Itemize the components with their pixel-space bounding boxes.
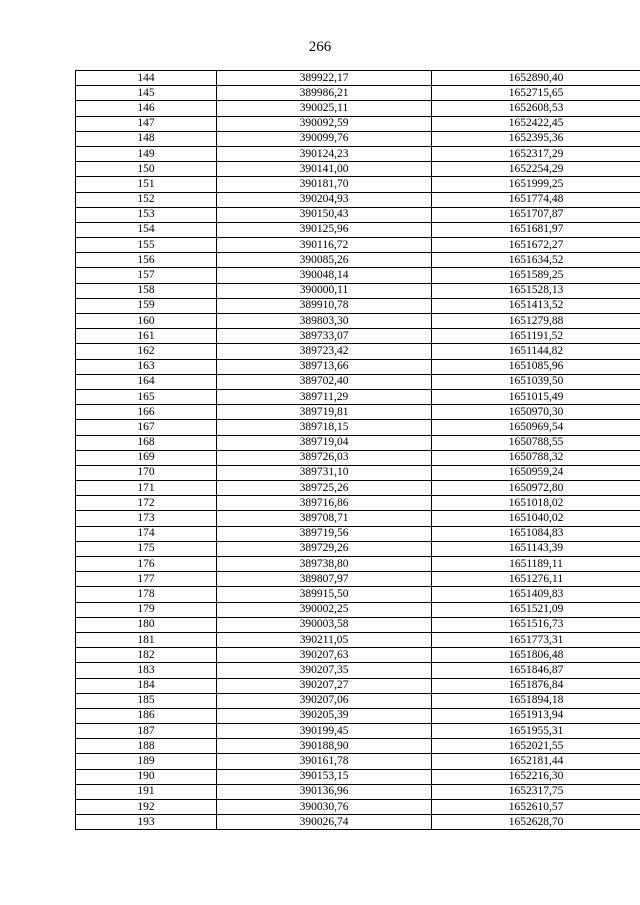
x-coordinate-cell: 389733,07	[217, 329, 432, 344]
y-coordinate-cell: 1652715,65	[432, 86, 640, 101]
table-row	[76, 374, 640, 389]
x-coordinate-cell: 390125,96	[217, 222, 432, 237]
y-coordinate-cell: 1651589,25	[432, 268, 640, 283]
x-coordinate-cell: 389807,97	[217, 572, 432, 587]
y-coordinate-cell: 1651681,97	[432, 222, 640, 237]
x-coordinate-cell: 389910,78	[217, 298, 432, 313]
y-coordinate-cell: 1652181,44	[432, 754, 640, 769]
coordinates-table	[75, 70, 640, 830]
point-number-cell: 191	[76, 784, 217, 799]
y-coordinate-cell: 1651191,52	[432, 329, 640, 344]
table-row	[76, 526, 640, 541]
table-row	[76, 784, 640, 799]
table-row	[76, 177, 640, 192]
table-row	[76, 663, 640, 678]
table-row	[76, 511, 640, 526]
y-coordinate-cell: 1651999,25	[432, 177, 640, 192]
point-number-cell: 192	[76, 800, 217, 815]
point-number-cell: 174	[76, 526, 217, 541]
table-row	[76, 253, 640, 268]
point-number-cell: 163	[76, 359, 217, 374]
y-coordinate-cell: 1652254,29	[432, 162, 640, 177]
point-number-cell: 179	[76, 602, 217, 617]
y-coordinate-cell: 1651015,49	[432, 389, 640, 404]
point-number-cell: 190	[76, 769, 217, 784]
table-row	[76, 708, 640, 723]
table-row	[76, 298, 640, 313]
x-coordinate-cell: 390204,93	[217, 192, 432, 207]
point-number-cell: 185	[76, 693, 217, 708]
table-row	[76, 86, 640, 101]
y-coordinate-cell: 1651143,39	[432, 541, 640, 556]
table-row	[76, 389, 640, 404]
x-coordinate-cell: 389708,71	[217, 511, 432, 526]
y-coordinate-cell: 1651913,94	[432, 708, 640, 723]
y-coordinate-cell: 1651521,09	[432, 602, 640, 617]
point-number-cell: 171	[76, 481, 217, 496]
y-coordinate-cell: 1652317,75	[432, 784, 640, 799]
y-coordinate-cell: 1651846,87	[432, 663, 640, 678]
point-number-cell: 181	[76, 632, 217, 647]
x-coordinate-cell: 390141,00	[217, 162, 432, 177]
y-coordinate-cell: 1651039,50	[432, 374, 640, 389]
x-coordinate-cell: 389986,21	[217, 86, 432, 101]
table-row	[76, 481, 640, 496]
x-coordinate-cell: 390207,63	[217, 648, 432, 663]
table-row	[76, 344, 640, 359]
y-coordinate-cell: 1651189,11	[432, 557, 640, 572]
y-coordinate-cell: 1651634,52	[432, 253, 640, 268]
x-coordinate-cell: 389716,86	[217, 496, 432, 511]
point-number-cell: 173	[76, 511, 217, 526]
table-row	[76, 496, 640, 511]
x-coordinate-cell: 390030,76	[217, 800, 432, 815]
table-row	[76, 800, 640, 815]
y-coordinate-cell: 1652422,45	[432, 116, 640, 131]
y-coordinate-cell: 1651894,18	[432, 693, 640, 708]
table-row	[76, 648, 640, 663]
point-number-cell: 152	[76, 192, 217, 207]
point-number-cell: 170	[76, 465, 217, 480]
x-coordinate-cell: 389731,10	[217, 465, 432, 480]
point-number-cell: 145	[76, 86, 217, 101]
point-number-cell: 172	[76, 496, 217, 511]
table-row	[76, 116, 640, 131]
point-number-cell: 177	[76, 572, 217, 587]
point-number-cell: 146	[76, 101, 217, 116]
y-coordinate-cell: 1652890,40	[432, 71, 640, 86]
y-coordinate-cell: 1652317,29	[432, 146, 640, 161]
table-row	[76, 222, 640, 237]
point-number-cell: 189	[76, 754, 217, 769]
point-number-cell: 183	[76, 663, 217, 678]
table-row	[76, 268, 640, 283]
table-row	[76, 602, 640, 617]
x-coordinate-cell: 390181,70	[217, 177, 432, 192]
x-coordinate-cell: 390205,39	[217, 708, 432, 723]
y-coordinate-cell: 1651955,31	[432, 724, 640, 739]
point-number-cell: 178	[76, 587, 217, 602]
table-row	[76, 739, 640, 754]
y-coordinate-cell: 1651806,48	[432, 648, 640, 663]
x-coordinate-cell: 390207,35	[217, 663, 432, 678]
point-number-cell: 184	[76, 678, 217, 693]
y-coordinate-cell: 1651279,88	[432, 314, 640, 329]
y-coordinate-cell: 1651144,82	[432, 344, 640, 359]
table-row	[76, 587, 640, 602]
page-number: 266	[308, 39, 332, 55]
x-coordinate-cell: 390124,23	[217, 146, 432, 161]
x-coordinate-cell: 390002,25	[217, 602, 432, 617]
table-row	[76, 146, 640, 161]
x-coordinate-cell: 390207,06	[217, 693, 432, 708]
table-row	[76, 754, 640, 769]
y-coordinate-cell: 1651040,02	[432, 511, 640, 526]
x-coordinate-cell: 389803,30	[217, 314, 432, 329]
y-coordinate-cell: 1651707,87	[432, 207, 640, 222]
x-coordinate-cell: 389719,81	[217, 405, 432, 420]
table-row	[76, 617, 640, 632]
point-number-cell: 182	[76, 648, 217, 663]
point-number-cell: 155	[76, 238, 217, 253]
table-row	[76, 405, 640, 420]
table-row	[76, 420, 640, 435]
y-coordinate-cell: 1650788,55	[432, 435, 640, 450]
y-coordinate-cell: 1650969,54	[432, 420, 640, 435]
y-coordinate-cell: 1651085,96	[432, 359, 640, 374]
x-coordinate-cell: 390025,11	[217, 101, 432, 116]
point-number-cell: 144	[76, 71, 217, 86]
table-row	[76, 329, 640, 344]
table-row	[76, 71, 640, 86]
x-coordinate-cell: 389719,04	[217, 435, 432, 450]
table-row	[76, 435, 640, 450]
table-row	[76, 632, 640, 647]
table-row	[76, 815, 640, 830]
point-number-cell: 176	[76, 557, 217, 572]
point-number-cell: 147	[76, 116, 217, 131]
x-coordinate-cell: 389718,15	[217, 420, 432, 435]
y-coordinate-cell: 1651774,48	[432, 192, 640, 207]
x-coordinate-cell: 389915,50	[217, 587, 432, 602]
y-coordinate-cell: 1650972,80	[432, 481, 640, 496]
table-row	[76, 557, 640, 572]
point-number-cell: 193	[76, 815, 217, 830]
point-number-cell: 162	[76, 344, 217, 359]
y-coordinate-cell: 1651276,11	[432, 572, 640, 587]
point-number-cell: 156	[76, 253, 217, 268]
point-number-cell: 160	[76, 314, 217, 329]
x-coordinate-cell: 389726,03	[217, 450, 432, 465]
y-coordinate-cell: 1650970,30	[432, 405, 640, 420]
point-number-cell: 149	[76, 146, 217, 161]
table-row	[76, 769, 640, 784]
point-number-cell: 164	[76, 374, 217, 389]
y-coordinate-cell: 1650788,32	[432, 450, 640, 465]
x-coordinate-cell: 389738,80	[217, 557, 432, 572]
point-number-cell: 188	[76, 739, 217, 754]
point-number-cell: 150	[76, 162, 217, 177]
point-number-cell: 180	[76, 617, 217, 632]
y-coordinate-cell: 1651876,84	[432, 678, 640, 693]
point-number-cell: 167	[76, 420, 217, 435]
y-coordinate-cell: 1651528,13	[432, 283, 640, 298]
x-coordinate-cell: 390211,05	[217, 632, 432, 647]
point-number-cell: 148	[76, 131, 217, 146]
point-number-cell: 161	[76, 329, 217, 344]
y-coordinate-cell: 1652216,30	[432, 769, 640, 784]
table-row	[76, 162, 640, 177]
point-number-cell: 187	[76, 724, 217, 739]
y-coordinate-cell: 1651084,83	[432, 526, 640, 541]
x-coordinate-cell: 389719,56	[217, 526, 432, 541]
x-coordinate-cell: 390161,78	[217, 754, 432, 769]
table-row	[76, 238, 640, 253]
point-number-cell: 175	[76, 541, 217, 556]
table-row	[76, 283, 640, 298]
x-coordinate-cell: 389702,40	[217, 374, 432, 389]
table-row	[76, 192, 640, 207]
x-coordinate-cell: 390048,14	[217, 268, 432, 283]
x-coordinate-cell: 390136,96	[217, 784, 432, 799]
point-number-cell: 154	[76, 222, 217, 237]
table-row	[76, 465, 640, 480]
table-row	[76, 359, 640, 374]
table-row	[76, 541, 640, 556]
x-coordinate-cell: 390092,59	[217, 116, 432, 131]
point-number-cell: 151	[76, 177, 217, 192]
y-coordinate-cell: 1652608,53	[432, 101, 640, 116]
x-coordinate-cell: 390000,11	[217, 283, 432, 298]
point-number-cell: 168	[76, 435, 217, 450]
point-number-cell: 166	[76, 405, 217, 420]
y-coordinate-cell: 1652021,55	[432, 739, 640, 754]
y-coordinate-cell: 1652628,70	[432, 815, 640, 830]
table-row	[76, 207, 640, 222]
y-coordinate-cell: 1651672,27	[432, 238, 640, 253]
point-number-cell: 169	[76, 450, 217, 465]
table-row	[76, 131, 640, 146]
point-number-cell: 157	[76, 268, 217, 283]
x-coordinate-cell: 390003,58	[217, 617, 432, 632]
y-coordinate-cell: 1651413,52	[432, 298, 640, 313]
x-coordinate-cell: 390153,15	[217, 769, 432, 784]
x-coordinate-cell: 389723,42	[217, 344, 432, 359]
x-coordinate-cell: 390150,43	[217, 207, 432, 222]
x-coordinate-cell: 390085,26	[217, 253, 432, 268]
x-coordinate-cell: 390207,27	[217, 678, 432, 693]
x-coordinate-cell: 389729,26	[217, 541, 432, 556]
table-row	[76, 450, 640, 465]
coordinates-table-body	[76, 71, 640, 830]
point-number-cell: 158	[76, 283, 217, 298]
table-row	[76, 572, 640, 587]
y-coordinate-cell: 1650959,24	[432, 465, 640, 480]
point-number-cell: 186	[76, 708, 217, 723]
table-row	[76, 678, 640, 693]
table-row	[76, 724, 640, 739]
x-coordinate-cell: 390199,45	[217, 724, 432, 739]
table-row	[76, 693, 640, 708]
x-coordinate-cell: 389725,26	[217, 481, 432, 496]
x-coordinate-cell: 390188,90	[217, 739, 432, 754]
y-coordinate-cell: 1652395,36	[432, 131, 640, 146]
x-coordinate-cell: 390116,72	[217, 238, 432, 253]
y-coordinate-cell: 1651516,73	[432, 617, 640, 632]
y-coordinate-cell: 1651018,02	[432, 496, 640, 511]
x-coordinate-cell: 390026,74	[217, 815, 432, 830]
x-coordinate-cell: 390099,76	[217, 131, 432, 146]
point-number-cell: 153	[76, 207, 217, 222]
table-row	[76, 101, 640, 116]
x-coordinate-cell: 389922,17	[217, 71, 432, 86]
point-number-cell: 165	[76, 389, 217, 404]
y-coordinate-cell: 1651409,83	[432, 587, 640, 602]
y-coordinate-cell: 1652610,57	[432, 800, 640, 815]
x-coordinate-cell: 389711,29	[217, 389, 432, 404]
y-coordinate-cell: 1651773,31	[432, 632, 640, 647]
point-number-cell: 159	[76, 298, 217, 313]
x-coordinate-cell: 389713,66	[217, 359, 432, 374]
table-row	[76, 314, 640, 329]
